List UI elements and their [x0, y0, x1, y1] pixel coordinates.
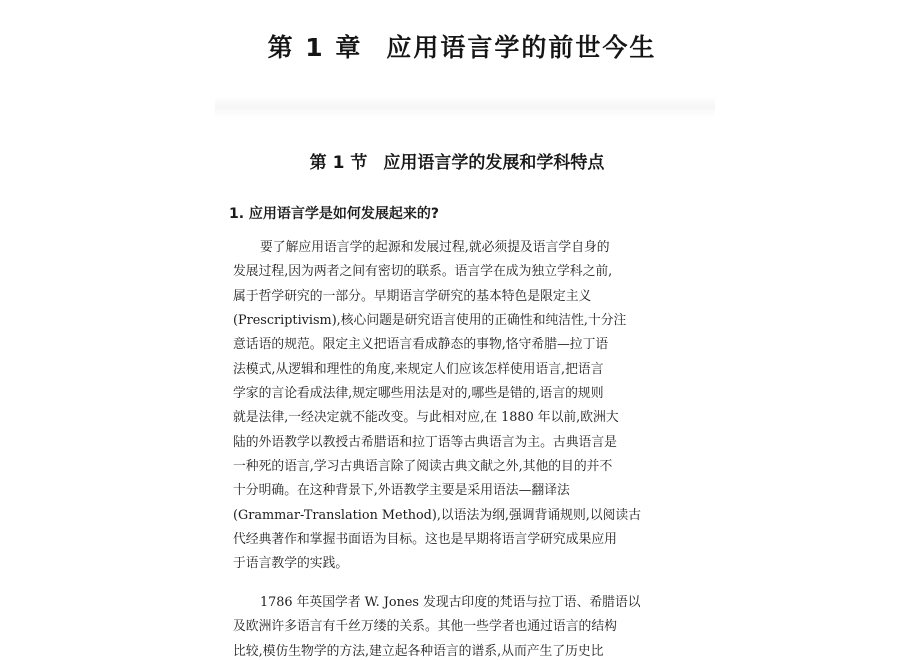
paragraph-line: 及欧洲许多语言有千丝万缕的关系。其他一些学者也通过语言的结构: [233, 619, 617, 635]
paragraph-line: (Prescriptivism),核心问题是研究语言使用的正确性和纯洁性,十分注: [233, 313, 627, 329]
paragraph-line: 属于哲学研究的一部分。早期语言学研究的基本特色是限定主义: [233, 288, 592, 304]
paragraph-line: 比较,模仿生物学的方法,建立起各种语言的谱系,从而产生了历史比: [233, 643, 604, 659]
section-title: [0, 148, 924, 173]
paragraph-line: 一种死的语言,学习古典语言除了阅读古典文献之外,其他的目的并不: [233, 459, 613, 475]
question-heading: 1. 应用语言学是如何发展起来的?: [229, 206, 440, 222]
paragraph-line: 要了解应用语言学的起源和发展过程,就必须提及语言学自身的: [260, 240, 610, 255]
section-title-text: 应用语言学的发展和学科特点: [383, 153, 605, 173]
chapter-title-text: 应用语言学的前世今生: [386, 33, 657, 62]
paragraph-line: 十分明确。在这种背景下,外语教学主要是采用语法—翻译法: [233, 483, 570, 499]
section-number: 第 1 节: [309, 153, 368, 173]
paragraph-line: 代经典著作和掌握书面语为目标。这也是早期将语言学研究成果应用: [233, 532, 617, 548]
paragraph-line: 1786 年英国学者 W. Jones 发现古印度的梵语与拉丁语、希腊语以: [260, 595, 641, 610]
scan-shadow-band: [215, 96, 715, 118]
body-paragraph-1: [233, 236, 665, 577]
paragraph-line: 法模式,从逻辑和理性的角度,来规定人们应该怎样使用语言,把语言: [233, 361, 604, 377]
chapter-title: [0, 28, 924, 64]
paragraph-line: 于语言教学的实践。: [233, 556, 349, 572]
paragraph-line: 意话语的规范。限定主义把语言看成静态的事物,恪守希腊—拉丁语: [233, 337, 609, 353]
paragraph-line: 就是法律,一经决定就不能改变。与此相对应,在 1880 年以前,欧洲大: [233, 410, 619, 426]
paragraph-line: 发展过程,因为两者之间有密切的联系。语言学在成为独立学科之前,: [233, 264, 613, 280]
chapter-number: 第 1 章: [267, 33, 363, 62]
paragraph-line: 陆的外语教学以教授古希腊语和拉丁语等古典语言为主。古典语言是: [233, 434, 617, 450]
body-paragraph-2: [233, 591, 665, 660]
paragraph-line: (Grammar-Translation Method),以语法为纲,强调背诵规则,以阅读古: [233, 507, 642, 523]
paragraph-line: 学家的言论看成法律,规定哪些用法是对的,哪些是错的,语言的规则: [233, 386, 604, 402]
